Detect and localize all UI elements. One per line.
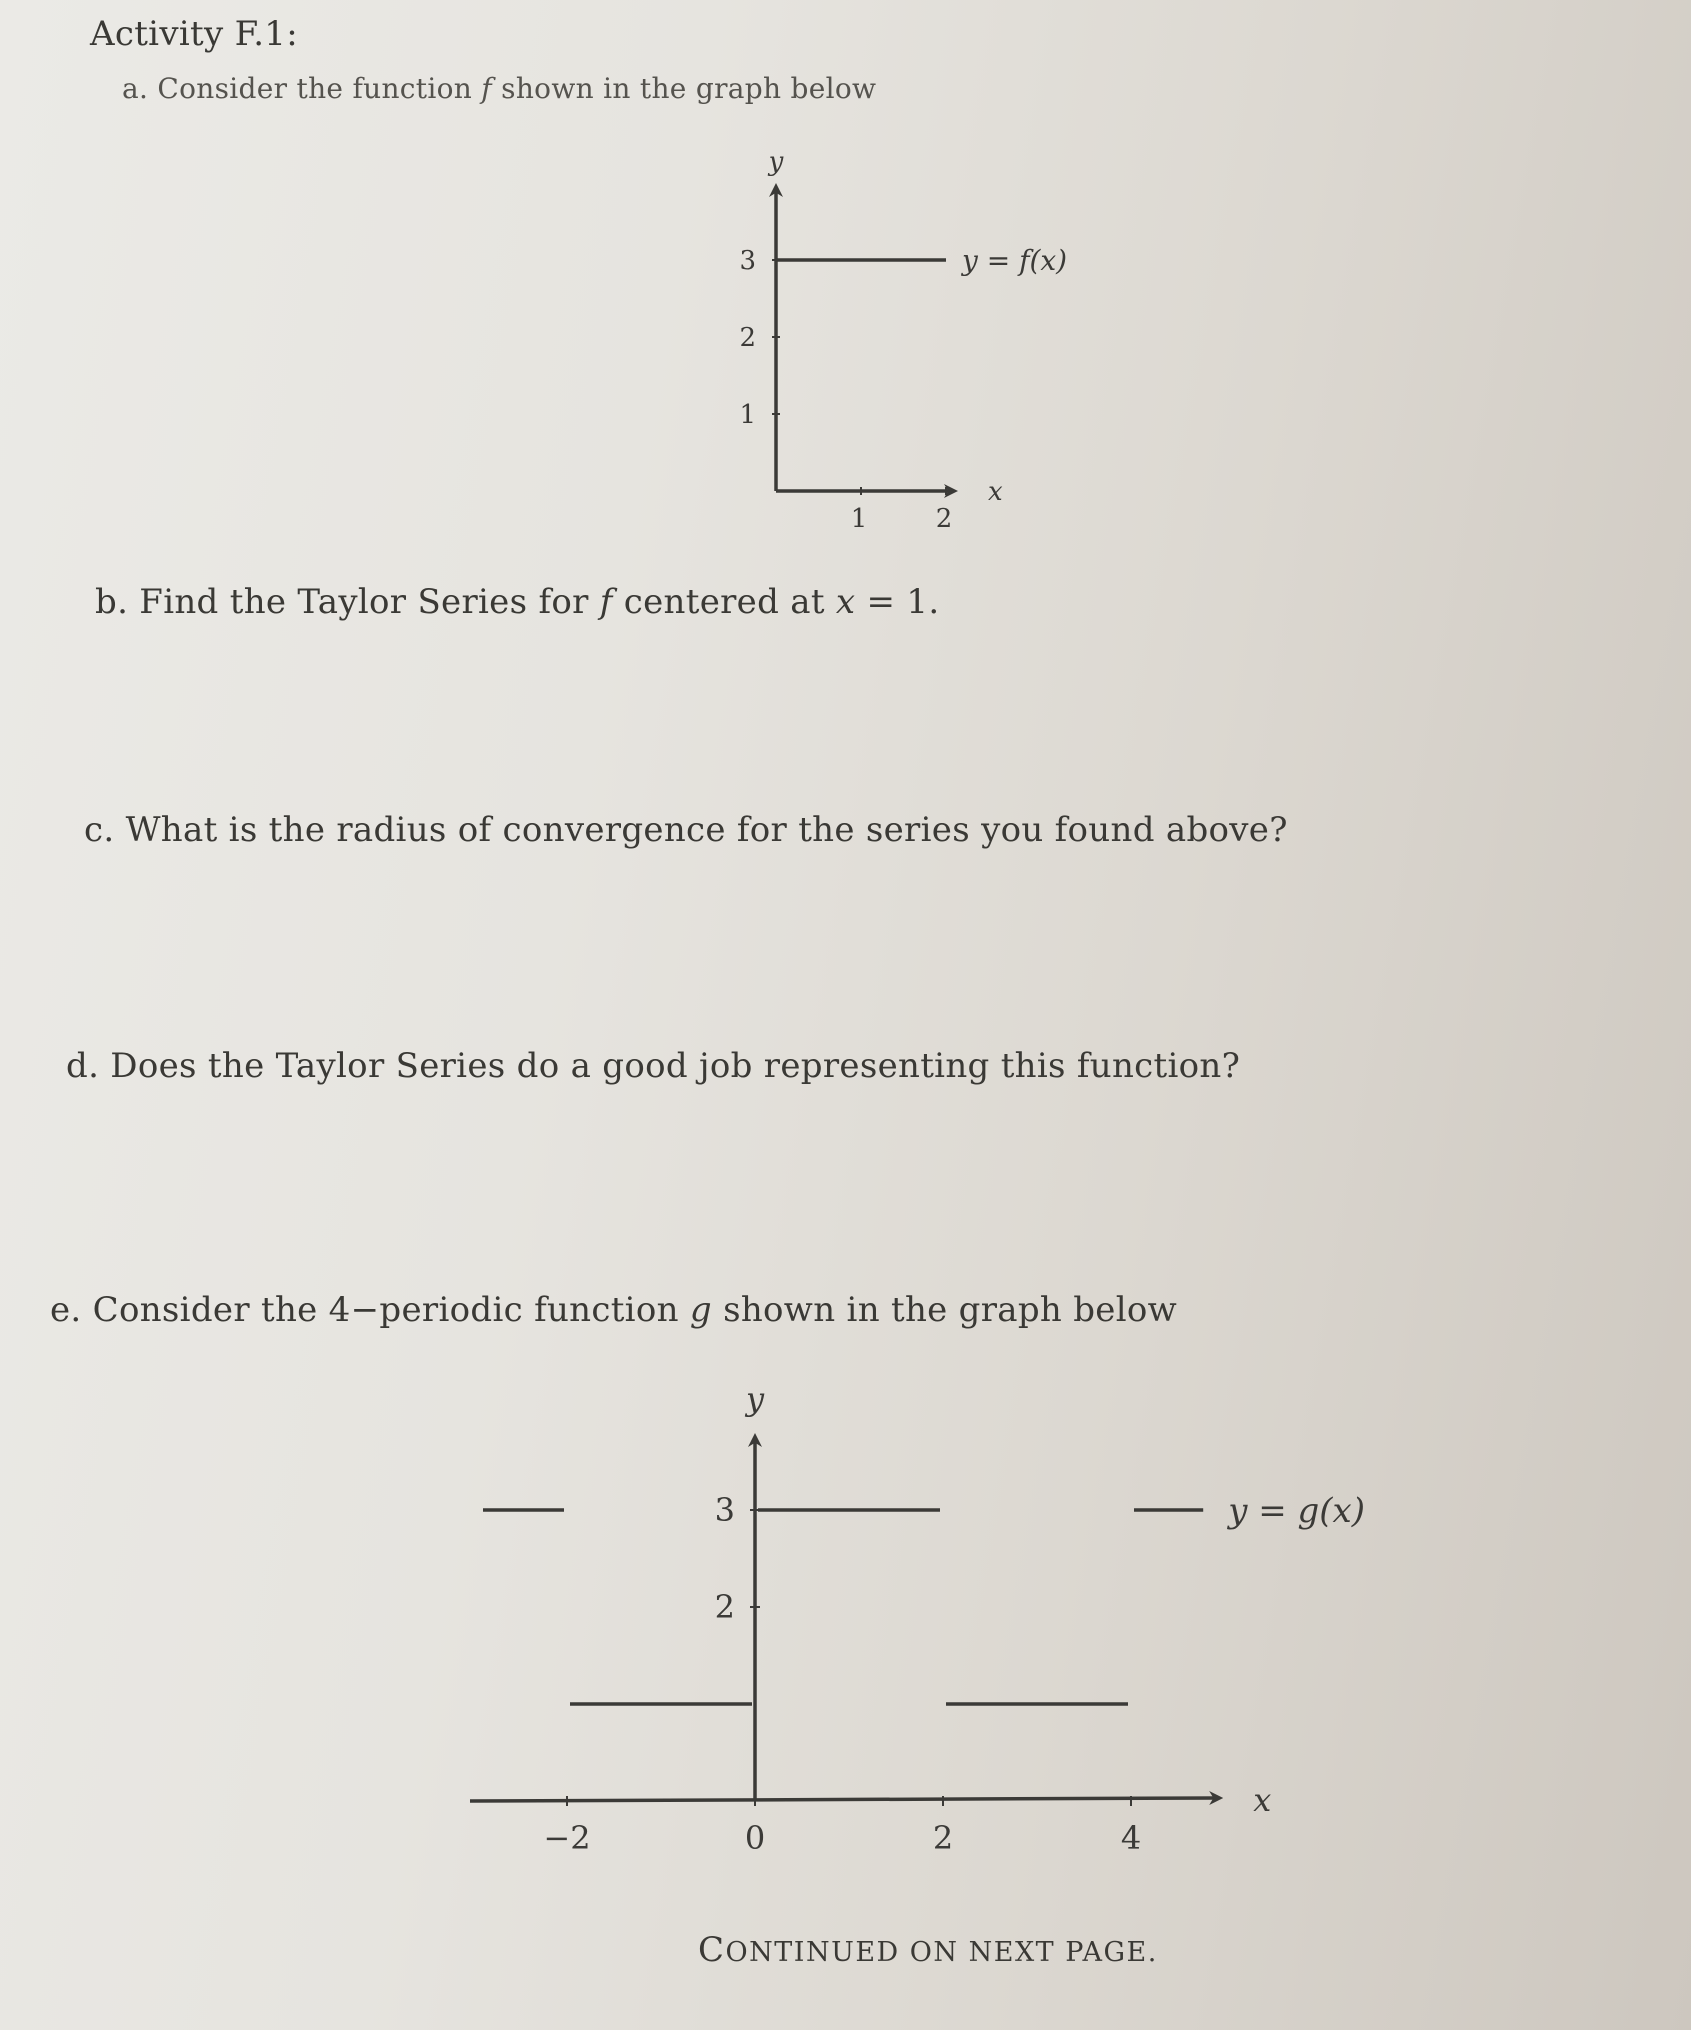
- curve-label-f: y = f(x): [962, 244, 1068, 277]
- x-tick-label: 2: [932, 1819, 954, 1857]
- y-tick-label: 2: [739, 323, 756, 353]
- x-tick-label: 2: [935, 504, 953, 534]
- x-tick-label: −2: [543, 1819, 591, 1857]
- question-b-letter: b.: [95, 582, 129, 622]
- question-a-text-after: shown in the graph below: [491, 72, 877, 105]
- curve-label-g: y = g(x): [1228, 1491, 1365, 1531]
- y-axis-label: y: [745, 1380, 765, 1418]
- question-c-text: What is the radius of convergence for the series you found above?: [125, 810, 1288, 850]
- x-axis-label: x: [988, 477, 1003, 507]
- question-b-eq-rest: = 1.: [855, 582, 940, 622]
- x-axis: [470, 1798, 1216, 1801]
- activity-title: Activity F.1:: [90, 14, 298, 54]
- y-tick-label: 3: [739, 246, 756, 276]
- question-b-eq-var: x: [835, 582, 856, 622]
- question-c-letter: c.: [84, 810, 115, 850]
- question-a-letter: a.: [122, 72, 149, 105]
- x-axis-label: x: [1253, 1781, 1272, 1819]
- question-b-var: f: [599, 582, 613, 622]
- y-tick-label: 3: [714, 1491, 735, 1529]
- question-e-text-before: Consider the 4−periodic function: [92, 1290, 690, 1330]
- y-axis-label: y: [768, 147, 784, 177]
- question-e-letter: e.: [50, 1290, 82, 1330]
- x-tick-label: 1: [850, 504, 868, 534]
- question-d-letter: d.: [66, 1046, 100, 1086]
- footer-rest: ONTINUED ON NEXT PAGE.: [725, 1937, 1158, 1968]
- question-e-text-after: shown in the graph below: [711, 1290, 1178, 1330]
- y-tick-label: 1: [739, 400, 756, 430]
- question-e-var: g: [689, 1290, 712, 1330]
- graph-f: [739, 147, 1067, 534]
- question-a-var: f: [481, 72, 492, 105]
- question-a-text-before: Consider the function: [157, 72, 482, 105]
- question-b-text-before: Find the Taylor Series for: [139, 582, 600, 622]
- x-tick-label: 0: [744, 1819, 766, 1857]
- y-tick-label: 2: [714, 1588, 735, 1626]
- graph-g: [470, 1380, 1365, 1857]
- x-tick-label: 4: [1120, 1819, 1142, 1857]
- question-b-text-mid: centered at: [612, 582, 836, 622]
- question-d-text: Does the Taylor Series do a good job representing this function?: [110, 1046, 1241, 1086]
- footer-first-letter: C: [698, 1930, 726, 1970]
